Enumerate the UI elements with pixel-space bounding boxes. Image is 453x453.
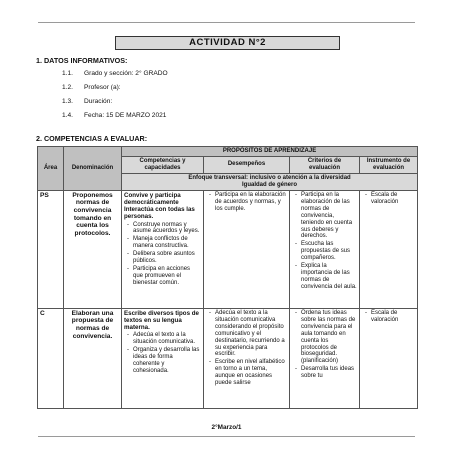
section1-heading: 1. DATOS INFORMATIVOS:	[36, 56, 128, 65]
list-item: - Escucha las propuestas de sus compañeros.	[301, 241, 357, 262]
list-item: - Ordena tus ideas sobre las normas de convivencia para el aula tomando en cuenta los protocolos de bioseguridad. (planificación)	[301, 310, 357, 366]
header-area: Área	[38, 147, 64, 191]
top-rule	[38, 22, 415, 23]
list-item: - Participa en la elaboración de las normas de convivencia, teniendo en cuenta sus deberes y derechos.	[301, 192, 357, 241]
competencias-table	[37, 146, 418, 409]
table-row	[38, 190, 418, 308]
list-item: - Participa en acciones que promueven el bienestar común.	[133, 266, 201, 287]
desempenos-cell	[204, 190, 290, 308]
page-footer: 2°Marzo/1	[211, 424, 242, 431]
info-item: 1.1. Grado y sección: 2° GRADO	[62, 70, 168, 77]
list-item: - Desarrolla tus ideas sobre tu	[301, 366, 357, 380]
header-denominacion: Denominación	[64, 147, 122, 191]
list-item: - Adecúa el texto a la situación comunicativa considerando el propósito comunicativo y el destinatario, recurriendo a su experiencia para escribir.	[215, 310, 287, 359]
list-item: - Escribe en nivel alfabético en torno a un tema, aunque en ocasiones puede salirse	[215, 359, 287, 387]
list-item: - Adecúa el texto a la situación comunicativa.	[133, 332, 201, 346]
area-cell: C	[38, 308, 64, 408]
bottom-rule	[38, 436, 415, 437]
denominacion-cell: Proponemos normas de convivencia tomando en cuenta los protocolos.	[64, 190, 122, 308]
activity-title: ACTIVIDAD N°2	[115, 36, 340, 50]
header-propositos: PROPÓSITOS DE APRENDIZAJE	[122, 147, 418, 157]
criterios-cell	[290, 308, 360, 408]
header-competencias: Competencias y capacidades	[122, 156, 204, 173]
list-item: - Organiza y desarrolla las ideas de forma coherente y cohesionada.	[133, 347, 201, 375]
list-item: - Escala de valoración	[371, 192, 415, 206]
instrumento-cell	[360, 190, 418, 308]
info-item: 1.3. Duración:	[62, 98, 113, 105]
list-item: - Escala de valoración	[371, 310, 415, 324]
criterios-cell	[290, 190, 360, 308]
list-item: - Construye normas y asume acuerdos y leyes.	[133, 222, 201, 236]
section2-heading: 2. COMPETENCIAS A EVALUAR:	[36, 134, 148, 143]
competencia-title: Escribe diversos tipos de textos en su lengua materna.	[124, 309, 199, 332]
info-item: 1.2. Profesor (a):	[62, 84, 121, 91]
instrumento-cell	[360, 308, 418, 408]
info-item: 1.4. Fecha: 15 DE MARZO 2021	[62, 112, 167, 119]
header-instrumento: Instrumento de evaluación	[360, 156, 418, 173]
list-item: - Explica la importancia de las normas de convivencia del aula.	[301, 263, 357, 291]
enfoque-transversal: Enfoque transversal: inclusivo o atención a la diversidad Igualdad de género	[122, 173, 418, 190]
header-desempenos: Desempeños	[204, 156, 290, 173]
competencia-title: Convive y participa democráticamente Interactúa con todas las personas.	[124, 191, 195, 221]
header-criterios: Criterios de evaluación	[290, 156, 360, 173]
table-row	[38, 308, 418, 408]
denominacion-cell: Elaboran una propuesta de normas de convivencia.	[64, 308, 122, 408]
competencia-cell	[122, 190, 204, 308]
list-item: - Maneja conflictos de manera constructiva.	[133, 236, 201, 250]
list-item: - Participa en la elaboración de acuerdos y normas, y los cumple.	[215, 192, 287, 213]
competencia-cell	[122, 308, 204, 408]
desempenos-cell	[204, 308, 290, 408]
area-cell: PS	[38, 190, 64, 308]
list-item: - Delibera sobre asuntos públicos.	[133, 251, 201, 265]
